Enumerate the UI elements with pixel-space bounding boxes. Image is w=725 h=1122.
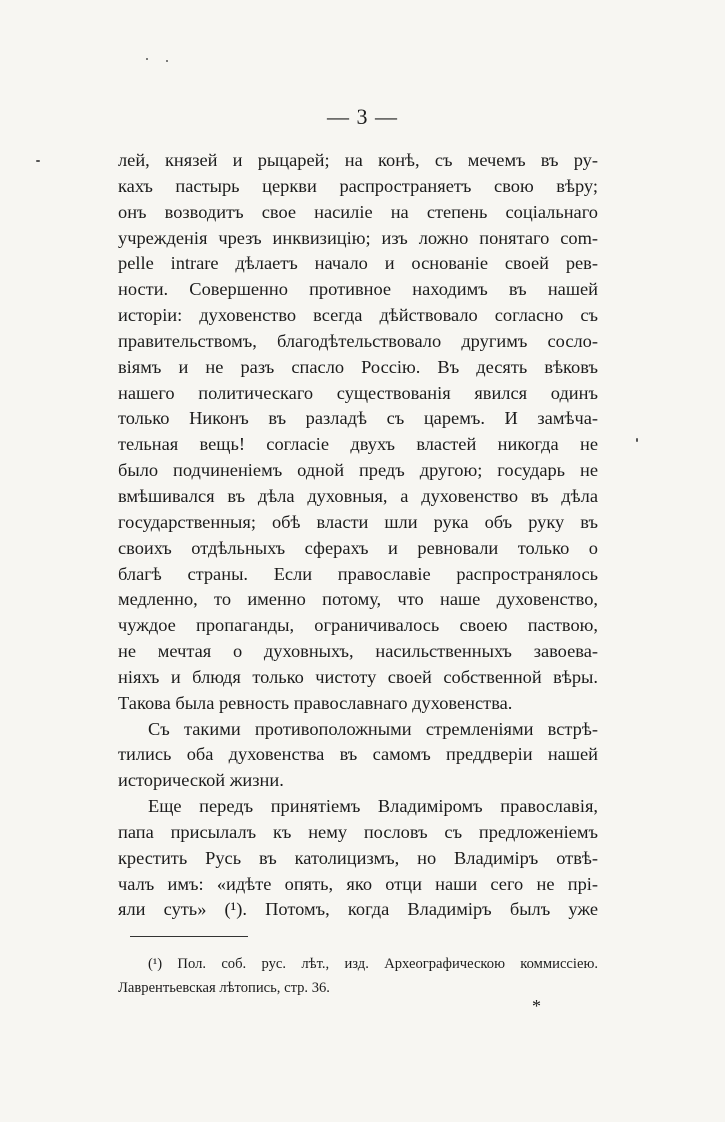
scan-speck — [146, 58, 148, 60]
footnotes — [118, 952, 598, 1000]
body-text — [118, 148, 598, 923]
text-line: ніяхъ и блюдя только чистоту своей собственной вѣры. — [118, 666, 598, 687]
text-line: было подчиненіемъ одной предъ другою; государь не — [118, 460, 598, 481]
text-line: лей, князей и рыцарей; на конѣ, съ мечемъ въ ру- — [118, 150, 598, 170]
text-line: віямъ и не разъ спасло Россію. Въ десять вѣковъ — [118, 356, 598, 377]
signature-mark: * — [532, 996, 541, 1016]
text-line: не мечтая о духовныхъ, насильственныхъ завоева- — [118, 641, 598, 662]
scan-speck — [636, 438, 638, 442]
text-line: онъ возводитъ свое насиліе на степень соціальнаго — [118, 201, 598, 222]
page-number: — 3 — — [327, 104, 398, 129]
text-line: тились оба духовенства въ самомъ преддверіи нашей — [118, 744, 598, 765]
text-line: учрежденія чрезъ инквизицію; изъ ложно понятаго com- — [118, 227, 598, 248]
text-line: папа присылалъ къ нему пословъ съ предложеніемъ — [118, 821, 598, 842]
text-line: чалъ имъ: «идѣте опять, яко отци наши сего не прі- — [118, 873, 598, 894]
text-line: вмѣшивался въ дѣла духовныя, а духовенство въ дѣла — [118, 485, 598, 506]
text-line: только Никонъ въ разладѣ съ царемъ. И замѣча- — [118, 408, 598, 429]
text-line: Еще передъ принятіемъ Владиміромъ православія, — [148, 796, 598, 817]
text-line: кахъ пастырь церкви распространяетъ свою вѣру; — [118, 175, 598, 196]
text-line: Такова была ревность православнаго духовенства. — [118, 692, 513, 713]
text-line: pelle intrare дѣлаетъ начало и основаніе своей рев- — [118, 253, 598, 274]
text-line: Съ такими противоположными стремленіями встрѣ- — [148, 718, 598, 739]
text-line: исторіи: духовенство всегда дѣйствовало согласно съ — [118, 305, 598, 326]
footnote-line: Лаврентьевская лѣтопись, стр. 36. — [118, 980, 330, 996]
footnote-line: (¹) Пол. соб. рус. лѣт., изд. Археографическою коммиссiею. — [148, 956, 598, 972]
text-line: своихъ отдѣльныхъ сферахъ и ревновали только о — [118, 537, 598, 558]
scan-speck — [36, 160, 40, 162]
text-line: медленно, то именно потому, что наше духовенство, — [118, 589, 598, 610]
footnote-divider — [130, 936, 248, 937]
text-line: благѣ страны. Если православіе распространялось — [118, 563, 598, 584]
text-line: тельная вещь! согласіе двухъ властей никогда не — [118, 434, 598, 455]
text-line: нашего политическаго существованія явился одинъ — [118, 382, 598, 403]
text-line: правительствомъ, благодѣтельствовало другимъ сосло- — [118, 330, 598, 351]
text-line: ности. Совершенно противное находимъ въ нашей — [118, 279, 598, 300]
text-line: чуждое пропаганды, ограничивалось своею паствою, — [118, 615, 598, 636]
scan-speck — [166, 60, 168, 62]
text-line: исторической жизни. — [118, 770, 284, 791]
text-line: яли суть» (¹). Потомъ, когда Владиміръ былъ уже — [118, 899, 598, 920]
text-line: крестить Русь въ католицизмъ, но Владиміръ отвѣ- — [118, 847, 598, 868]
text-line: государственныя; обѣ власти шли рука объ руку въ — [118, 511, 598, 532]
